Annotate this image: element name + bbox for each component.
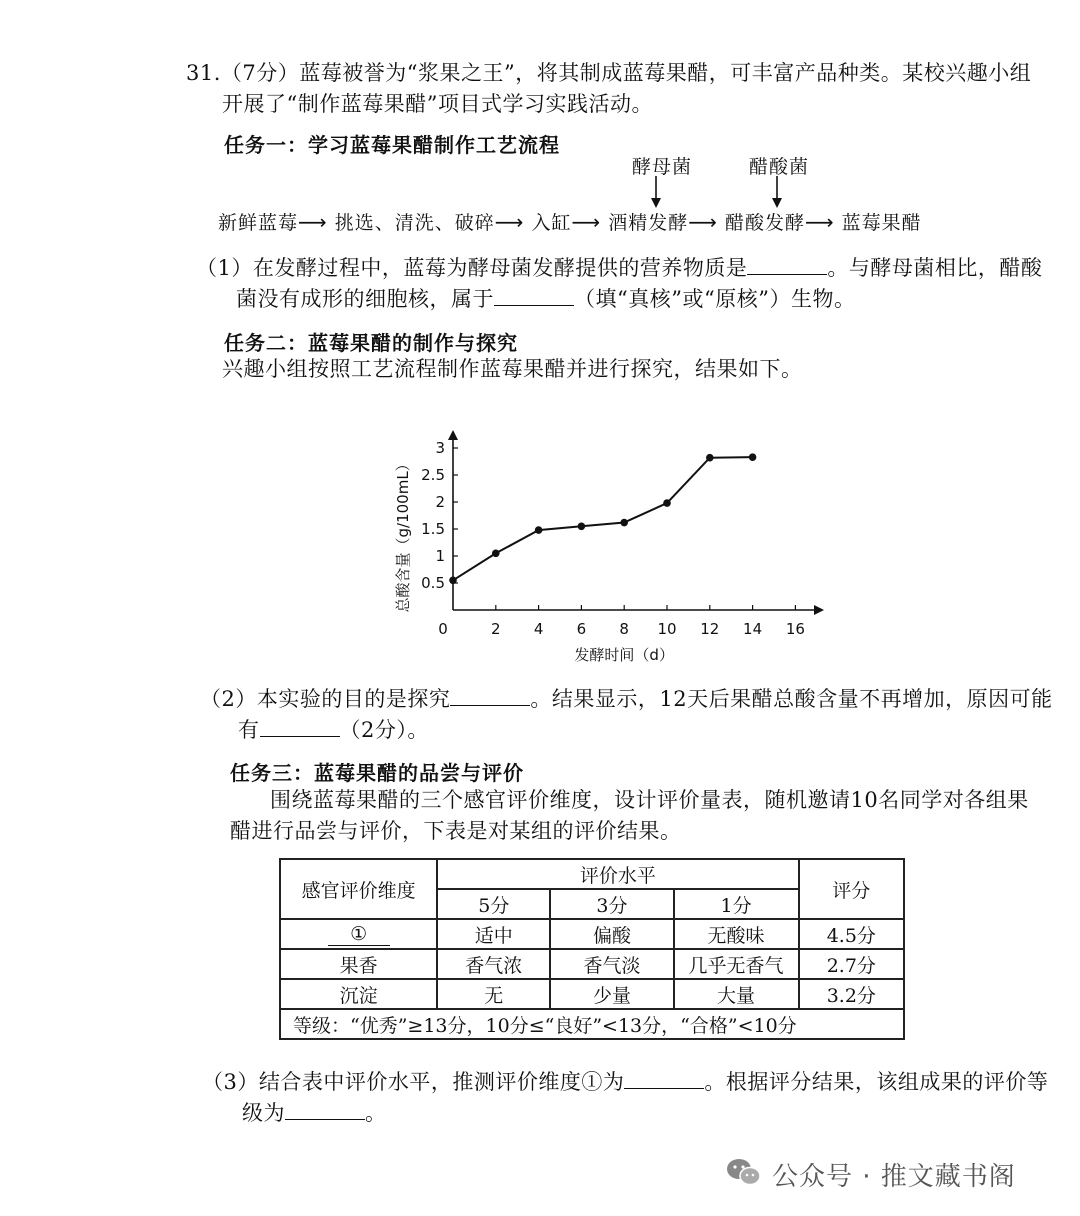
- y-axis-label: 总酸含量（g/100mL）: [394, 456, 412, 613]
- score-cell: 2.7分: [799, 949, 904, 979]
- task3-intro-2: 醋进行品尝与评价，下表是对某组的评价结果。: [230, 819, 682, 843]
- q1-text-b: 。与酵母菌相比，醋酸: [827, 256, 1043, 280]
- data-point: [492, 550, 500, 558]
- table-cell: 无酸味: [674, 919, 799, 949]
- flow-arrow-icon: ⟶: [804, 210, 835, 234]
- y-tick-label: 2.5: [421, 466, 445, 484]
- score-cell: 4.5分: [799, 919, 904, 949]
- table-cell: 几乎无香气: [674, 949, 799, 979]
- answer-blank[interactable]: [285, 1099, 365, 1120]
- table-header-row: [280, 859, 904, 889]
- q3-text-b: 。根据评分结果，该组成果的评价等: [704, 1070, 1049, 1094]
- flow-arrow-icon: ⟶: [571, 210, 602, 234]
- task2-intro: 兴趣小组按照工艺流程制作蓝莓果醋并进行探究，结果如下。: [222, 357, 803, 381]
- flow-arrow-icon: ⟶: [494, 210, 525, 234]
- x-tick-label: 16: [785, 620, 805, 638]
- level-3: 3分: [550, 889, 673, 919]
- flow-step-vat: 入缸: [531, 212, 572, 234]
- level-1: 1分: [674, 889, 799, 919]
- grade-note-row: [280, 1009, 904, 1039]
- task2-title: 任务二：蓝莓果醋的制作与探究: [224, 331, 518, 355]
- q1-text-d: （填“真核”或“原核”）生物。: [574, 287, 856, 311]
- dimension-cell: [280, 919, 437, 949]
- level-5: 5分: [437, 889, 550, 919]
- flow-step-alcohol: 酒精发酵: [608, 212, 689, 234]
- data-point: [706, 454, 714, 462]
- flow-step-acetic: 醋酸发酵: [724, 212, 805, 234]
- dimension-cell: 果香: [280, 949, 437, 979]
- task3-title: 任务三：蓝莓果醋的品尝与评价: [230, 761, 524, 785]
- table-row: [280, 949, 904, 979]
- q3-line-2: [242, 1098, 387, 1128]
- header-level: 评价水平: [437, 859, 798, 889]
- table-cell: 偏酸: [550, 919, 673, 949]
- table-cell: 香气淡: [550, 949, 673, 979]
- table-cell: 适中: [437, 919, 550, 949]
- q2-line-2: [238, 715, 429, 745]
- q1-line-1: [196, 253, 1042, 283]
- table-cell: 无: [437, 979, 550, 1009]
- y-tick-label: 2: [435, 493, 445, 511]
- flow-agent-acetic: 醋酸菌: [749, 156, 810, 178]
- y-tick-label: 1.5: [421, 520, 445, 538]
- task3-intro-1: 围绕蓝莓果醋的三个感官评价维度，设计评价量表，随机邀请10名同学对各组果: [270, 788, 1029, 812]
- q3-line-1: [202, 1067, 1048, 1097]
- question-line-1: 31.（7分）蓝莓被誉为“浆果之王”，将其制成蓝莓果醋，可丰富产品种类。某校兴趣小组: [186, 61, 1032, 85]
- data-point: [749, 453, 757, 461]
- flow-arrow-icon: ⟶: [298, 210, 328, 234]
- flow-step-prepare: 挑选、清洗、破碎: [334, 212, 495, 234]
- table-row: [280, 919, 904, 949]
- q1-text-a: （1）在发酵过程中，蓝莓为酵母菌发酵提供的营养物质是: [196, 256, 748, 280]
- flow-step-fresh: 新鲜蓝莓: [218, 212, 299, 234]
- x-tick-label: 10: [657, 620, 677, 638]
- score-cell: 3.2分: [799, 979, 904, 1009]
- data-point: [578, 523, 586, 531]
- flow-arrow-icon: ⟶: [688, 210, 718, 234]
- flow-down-arrows: [0, 0, 1080, 240]
- y-tick-label: 1: [435, 547, 445, 565]
- x-tick-label: 8: [619, 620, 629, 638]
- flow-agent-yeast: 酵母菌: [632, 156, 693, 178]
- acid-content-chart: [380, 420, 840, 670]
- data-point: [449, 577, 457, 585]
- x-tick-label: 4: [533, 620, 544, 638]
- q2-line-1: [200, 684, 1053, 714]
- answer-blank[interactable]: [450, 685, 530, 706]
- y-tick-label: 0.5: [421, 574, 445, 592]
- task1-title: 任务一：学习蓝莓果醋制作工艺流程: [224, 133, 560, 157]
- q2-text-a: （2）本实验的目的是探究: [200, 687, 451, 711]
- q1-text-c: 菌没有成形的细胞核，属于: [236, 287, 494, 311]
- evaluation-table: [279, 858, 905, 1040]
- header-score: 评分: [799, 859, 904, 919]
- x-tick-label: 0: [438, 620, 448, 638]
- data-point: [620, 519, 628, 527]
- question-line-2: 开展了“制作蓝莓果醋”项目式学习实践活动。: [222, 92, 653, 116]
- grade-note: 等级：“优秀”≥13分，10分≤“良好”<13分，“合格”<10分: [280, 1009, 904, 1039]
- table-cell: 少量: [550, 979, 673, 1009]
- x-tick-label: 6: [576, 620, 587, 638]
- q3-text-a: （3）结合表中评价水平，推测评价维度①为: [202, 1070, 625, 1094]
- q2-text-c: 有: [238, 718, 260, 742]
- table-row: [280, 979, 904, 1009]
- x-tick-label: 2: [491, 620, 501, 638]
- answer-blank[interactable]: [494, 285, 574, 306]
- q3-text-c: 级为: [242, 1101, 285, 1125]
- q2-text-d: （2分）。: [339, 718, 429, 742]
- flow-step-vinegar: 蓝莓果醋: [841, 212, 922, 234]
- table-cell: 大量: [674, 979, 799, 1009]
- x-axis-arrow-icon: [814, 605, 824, 615]
- y-tick-label: 3: [435, 439, 445, 457]
- process-flow: [218, 208, 922, 235]
- q2-text-b: 。结果显示，12天后果醋总酸含量不再增加，原因可能: [530, 687, 1053, 711]
- answer-blank[interactable]: [260, 716, 340, 737]
- series-line: [453, 457, 753, 580]
- y-axis-arrow-icon: [448, 430, 458, 440]
- header-dimension: 感官评价维度: [280, 859, 437, 919]
- dimension-blank[interactable]: ①: [328, 923, 390, 946]
- watermark-text: 公众号 · 推文藏书阁: [772, 1162, 1016, 1192]
- q3-text-d: 。: [365, 1101, 387, 1125]
- x-tick-label: 12: [700, 620, 720, 638]
- answer-blank[interactable]: [747, 254, 827, 275]
- wechat-icon: [725, 1156, 763, 1188]
- table-cell: 香气浓: [437, 949, 550, 979]
- data-point: [535, 526, 543, 534]
- dimension-cell: 沉淀: [280, 979, 437, 1009]
- data-point: [663, 499, 671, 507]
- x-tick-label: 14: [743, 620, 763, 638]
- x-axis-label: 发酵时间（d）: [574, 646, 674, 664]
- q1-line-2: [236, 284, 855, 314]
- answer-blank[interactable]: [624, 1068, 704, 1089]
